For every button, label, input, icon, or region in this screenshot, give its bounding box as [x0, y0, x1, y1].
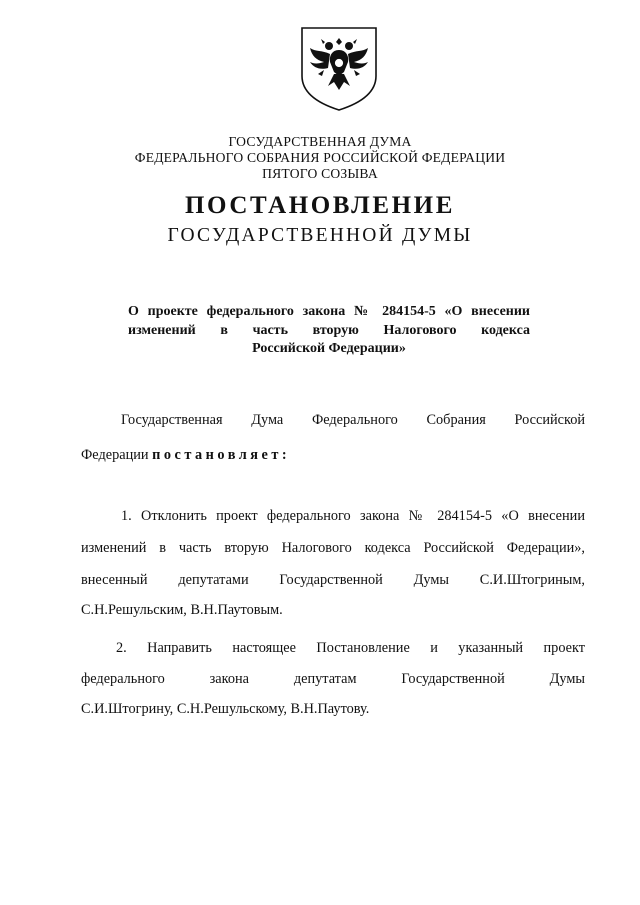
preamble-line-2	[81, 447, 290, 464]
item1-line-3: внесенный депутатами Государственной Думы С.И.Штогриным,	[81, 572, 585, 588]
header-line-1: ГОСУДАРСТВЕННАЯ ДУМА	[228, 134, 412, 149]
document-title: ПОСТАНОВЛЕНИЕ	[184, 192, 456, 219]
item2-line-2: федерального закона депутатам Государственной Думы	[81, 671, 585, 687]
header-line-3: ПЯТОГО СОЗЫВА	[262, 166, 378, 181]
preamble-text: Федерации	[81, 447, 153, 463]
subject-line-3: Российской Федерации»	[252, 341, 406, 356]
decree-keyword: постановляет:	[152, 447, 291, 463]
item1-line-2: изменений в часть вторую Налогового кодекса Российской Федерации»,	[81, 540, 585, 556]
preamble-line-1: Государственная Дума Федерального Собрания Российской	[121, 412, 585, 428]
document-subtitle: ГОСУДАРСТВЕННОЙ ДУМЫ	[167, 225, 473, 246]
subject-line-1: О проекте федерального закона № 284154-5 «О внесении	[128, 304, 530, 319]
item1-line-4: С.Н.Решульским, В.Н.Паутовым.	[81, 602, 283, 618]
subject-line-2: изменений в часть вторую Налогового кодекса	[128, 322, 530, 338]
header-line-2: ФЕДЕРАЛЬНОГО СОБРАНИЯ РОССИЙСКОЙ ФЕДЕРАЦИИ	[134, 150, 506, 165]
item2-line-3: С.И.Штогрину, С.Н.Решульскому, В.Н.Паутову.	[81, 701, 370, 717]
item1-line-1: 1. Отклонить проект федерального закона № 284154-5 «О внесении	[121, 508, 585, 524]
item2-line-1: 2. Направить настоящее Постановление и указанный проект	[116, 640, 585, 656]
